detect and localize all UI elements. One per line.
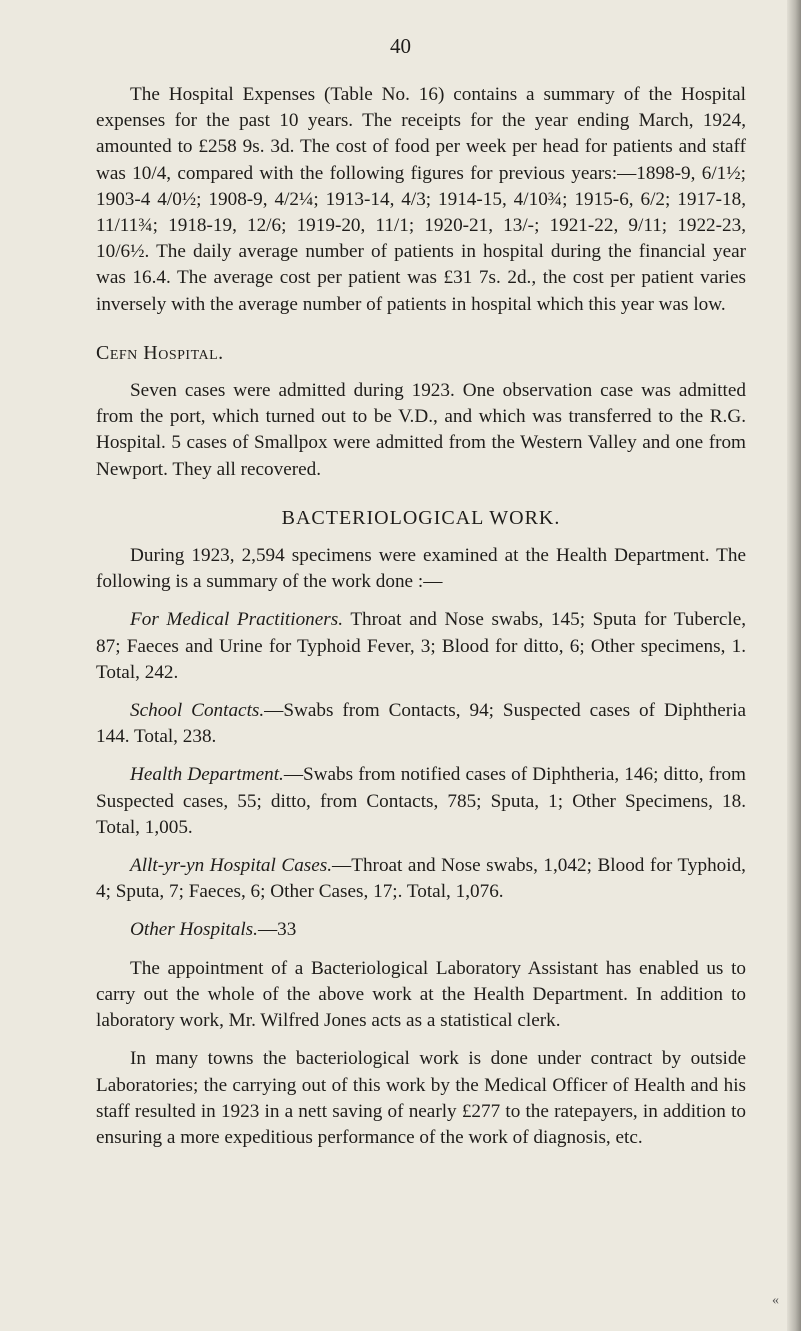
allt-yr-yn-paragraph (96, 853, 746, 905)
hospital-expenses-paragraph: The Hospital Expenses (Table No. 16) contains a summary of the Hospital expenses for the past 10 years. The receipts for the year ending March, 1924, amounted to £258 9s. 3d. The cost of food per week per head for patients and staff was 10/4, compared with the following figures for previous years:—1898-9, 6/1½; 1903-4 4/0½; 1908-9, 4/2¼; 1913-14, 4/3; 1914-15, 4/10¾; 1915-6, 6/2; 1917-18, 11/11¾; 1918-19, 12/6; 1919-20, 11/1; 1920-21, 13/-; 1921-22, 9/11; 1922-23, 10/6½. The daily average number of patients in hospital during the financial year was 16.4. The average cost per patient was £31 7s. 2d., the cost per patient varies inversely with the average number of patients in hospital which this year was low. (96, 84, 746, 315)
health-department-label: Health Department. (130, 764, 284, 786)
bacteriological-work-heading: BACTERIOLOGICAL WORK. (281, 506, 561, 529)
body-text (96, 82, 746, 1151)
bacteriological-intro-paragraph: During 1923, 2,594 specimens were examined at the Health Department. The following is a summary of the work done :— (96, 545, 746, 593)
other-hospitals-label: Other Hospitals. (130, 919, 258, 941)
health-department-text: —Swabs from notified cases of Diphtheria, 146; ditto, from Suspected cases, 55; ditto, from Contacts, 785; Sputa, 1; Other Specimens, 18. Total, 1,005. (96, 764, 746, 838)
other-hospitals-paragraph (96, 917, 746, 943)
allt-yr-yn-text: —Throat and Nose swabs, 1,042; Blood for Typhoid, 4; Sputa, 7; Faeces, 6; Other Cases, 17;. Total, 1,076. (96, 855, 746, 903)
school-contacts-text: —Swabs from Contacts, 94; Suspected cases of Diphtheria 144. Total, 238. (96, 700, 746, 748)
other-hospitals-text: —33 (257, 919, 297, 941)
medical-practitioners-paragraph (96, 607, 746, 686)
contract-savings-paragraph: In many towns the bacteriological work is done under contract by outside Laboratories; the carrying out of this work by the Medical Officer of Health and his staff resulted in 1923 in a nett saving of nearly £277 to the ratepayers, in addition to ensuring a more expeditious performance of the work of diagnosis, etc. (96, 1048, 746, 1148)
school-contacts-label: School Contacts. (130, 700, 265, 722)
cefn-hospital-heading: Cefn Hospital. (96, 341, 224, 364)
allt-yr-yn-label: Allt-yr-yn Hospital Cases. (130, 855, 333, 877)
cefn-hospital-paragraph: Seven cases were admitted during 1923. One observation case was admitted from the port, which turned out to be V.D., and which was transferred to the R.G. Hospital. 5 cases of Smallpox were admitted from the Western Valley and one from Newport. They all recovered. (96, 380, 746, 480)
medical-practitioners-text: Throat and Nose swabs, 145; Sputa for Tubercle, 87; Faeces and Urine for Typhoid Fever, 3; Blood for ditto, 6; Other specimens, 1. Total, 242. (96, 609, 747, 683)
print-mark-icon: « (772, 1293, 779, 1308)
school-contacts-paragraph (96, 698, 746, 750)
medical-practitioners-label: For Medical Practitioners. (130, 609, 344, 631)
page-edge-shadow (787, 0, 801, 1331)
page-number: 40 (390, 34, 411, 58)
health-department-paragraph (96, 762, 746, 841)
appointment-paragraph: The appointment of a Bacteriological Laboratory Assistant has enabled us to carry out the whole of the above work at the Health Department. In addition to laboratory work, Mr. Wilfred Jones acts as a statistical clerk. (96, 957, 746, 1032)
